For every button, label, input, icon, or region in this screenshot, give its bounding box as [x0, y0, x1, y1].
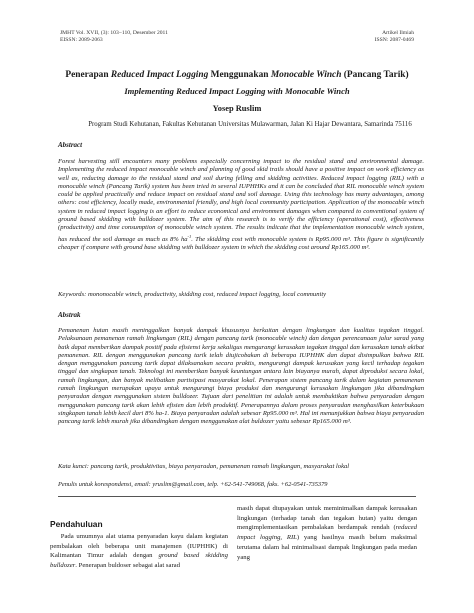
correspondence-note: Penulis untuk korespondensi, email: yruslim@gmail.com, telp. +62-541-749068, faks. +62-0541-735379: [58, 481, 328, 488]
intro-text: ) yang hasilnya masih belum maksimal terutama dalam hal minimalisasi dampak lingkungan pada medan yang: [237, 534, 417, 561]
abstrak-heading: Abstrak: [58, 311, 81, 319]
intro-text: . Penerapan buldoser sebagai alat sarad: [75, 562, 180, 570]
journal-issn: ISSN: 2087-0469: [374, 37, 414, 43]
intro-text: Pada umumnya alat utama penyaradan kayu dalam kegiatan pembalakan oleh beberapa unit manajemen (IUPHHK) di Kalimantan Timur adalah dengan: [50, 533, 229, 560]
abstract-heading: Abstract: [58, 141, 83, 149]
title-part: (Pancang Tarik): [341, 70, 409, 80]
title-part: Penerapan: [65, 70, 111, 80]
journal-citation: JMHT Vol. XVII, (3): 103−110, Desember 2011: [60, 30, 168, 36]
keywords: Keywords: mononocable winch, productivity, skidding cost, reduced impact logging, local community: [58, 291, 327, 298]
pendahuluan-heading: Pendahuluan: [50, 519, 103, 529]
paper-title: [0, 70, 474, 80]
author-affiliation: Program Studi Kehutanan, Fakultas Kehutanan Universitas Mulawarman, Jalan Ki Hajar Dewantara, Samarinda 75116: [88, 121, 412, 128]
intro-column-right: [237, 504, 417, 562]
journal-header-left: [60, 30, 168, 44]
abstract-text: . The skidding cost with monocable system is Rp95.000 m³. This figure is significantly cheaper if compare with ground base skidding with bulldozer system in which the skidding cost around Rp165.000 m³.: [58, 235, 424, 252]
abstract-superscript: -1: [187, 233, 192, 239]
abstract-text: Forest harvesting still encounters many problems especially concerning impact to the residual stand and environmental damage. Implementing the reduced impact monocable winch and planning of good skid trails should have a positive impact on work efficiency as well as, reducing damage to the residual stand and soil during felling and skidding activities. Reduced impact logging (RIL) with a monocable winch (Pancang Tarik) system has been tried in several IUPHHKs and it can be concluded that RIL monocable winch system could be applied practically and reduce impact on residual stand and soil damage. Using this technology has many advantages, among others: cost efficiency, locally made, environmental friendly, and high local community participation. Application of the monocable winch system in reduced impact logging is an effort to reduce economical and environment damages when compared to conventional system of ground based skidding with bulldozer system. The aim of this research is to verify the efficiency (operational cost), effectiveness (productivity) and time consumption of monocable winch system. The results indicate that the implementation monocable winch system, has reduced the soil damage as much as 8% ha: [58, 158, 424, 243]
journal-eissn: EISSN: 2089-2063: [60, 37, 103, 43]
kata-kunci: Kata kunci: pancang tarik, produktivitas, biaya penyaradan, pemanenan ramah lingkungan, masyarakat lokal: [58, 463, 350, 470]
title-part: Menggunakan: [208, 70, 271, 80]
abstract-body: [58, 158, 424, 252]
title-part-italic: Monocable Winch: [270, 70, 342, 80]
intro-text: masih dapat diupayakan untuk meminimalkan dampak kerusakan lingkungan (terhadap tanah dan tegakan hutan) yaitu dengan mengimplementasikan pembalakan berdampak rendah (: [237, 505, 417, 532]
intro-text-italic: reduced impact logging, RIL: [237, 524, 417, 542]
article-type: Artikel Ilmiah: [382, 30, 414, 36]
intro-column-left: [50, 532, 228, 571]
title-part-italic: Reduced Impact Logging: [110, 70, 209, 80]
intro-text-italic: ground based skidding bulldozer: [50, 552, 228, 570]
paper-subtitle: Implementing Reduced Impact Logging with Monocable Winch: [124, 86, 350, 96]
section-divider: [58, 496, 416, 497]
author-name: Yosep Ruslim: [212, 104, 262, 113]
journal-header-right: [375, 30, 414, 44]
abstrak-body: Pemanenan hutan masih meninggalkan banyak dampak khususnya berkaitan dengan lingkungan dan kualitas tegakan tinggal. Pelaksanaan pemanenan ramah lingkungan (RIL) dengan pancang tarik (monocable winch) dan dengan perencanaan jalur sarad yang baik dapat memberikan dampak positif pada efisiensi kerja sekaligus mengurangi kerusakan tegakan tinggal dan kerusakan tanah akibat pemanenan. RIL dengan menggunakan pancang tarik telah diujicobakan di beberapa IUPHHK dan dapat disimpulkan bahwa RIL dengan menggunakan pancang tarik dapat dilaksanakan secara praktis, mengurangi dampak kerusakan yang kecil terhadap tegakan tinggal dan singkapan tanah. Teknologi ini memberikan banyak keuntungan antara lain biayanya murah, dapat diproduksi secara lokal, ramah lingkungan, dan banyak melibatkan partisipasi masyarakat lokal. Penerapan sistem pancang tarik dalam kegiatan pemanenan ramah lingkungan merupakan upaya untuk mengurangi biaya produksi dan mengurangi kerusakan lingkungan jika dibandingkan penyaradan dengan menggunakan sistem bulldozer. Tujuan dari penelitian ini adalah untuk membuktikan bahwa penyaradan dengan menggunakan pancang tarik akan lebih efisien dan lebih produktif. Penerapannya dalam proses penyaradan menghasilkan keterbukaan singkapan tanah lebih kecil dari 8% ha-1. Biaya penyaradan adalah sebesar Rp95.000 m³. Hal ini menunjukkan bahwa biaya penyaradan pancang tarik lebih murah jika dibandingkan dengan menggunakan alat buldozer yaitu sebesar Rp165.000 m³.: [58, 327, 424, 426]
